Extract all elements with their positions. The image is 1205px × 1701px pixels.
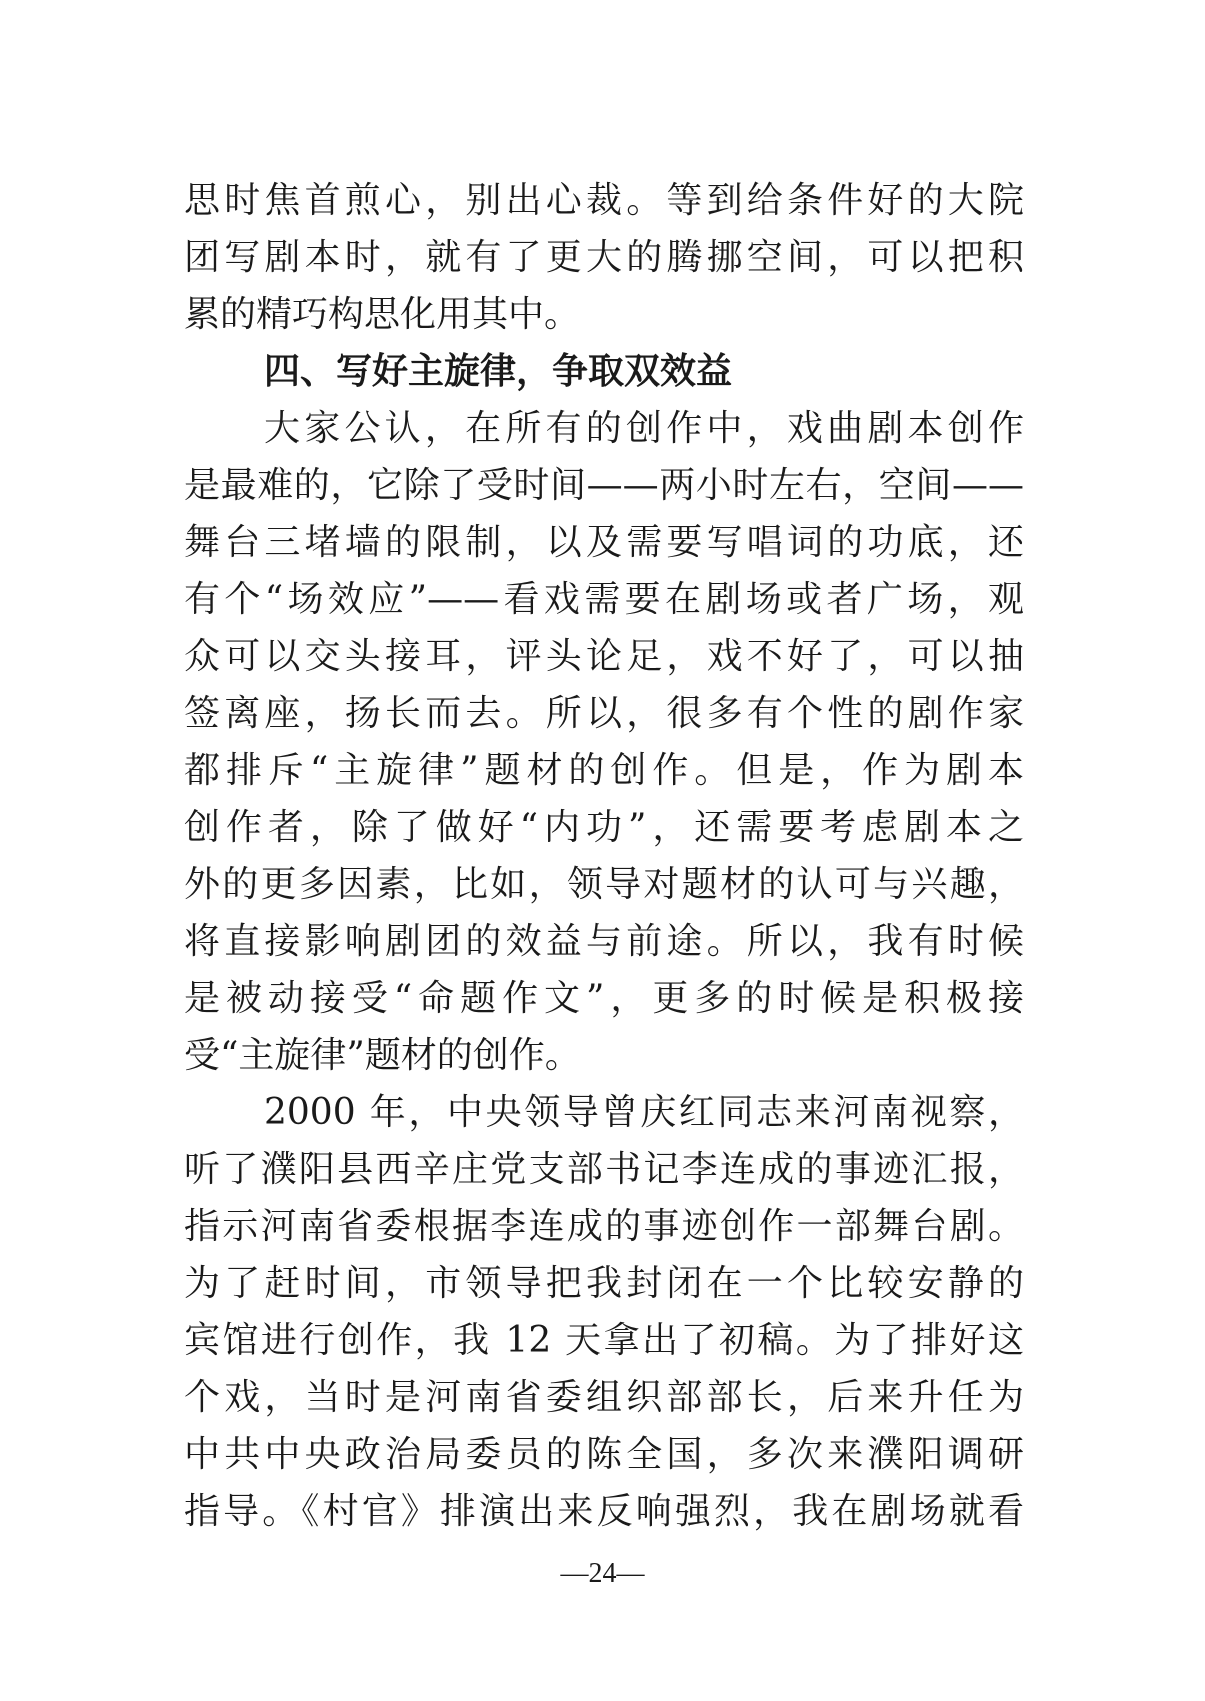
text-line: 2000 年，中央领导曾庆红同志来河南视察， bbox=[264, 1092, 1024, 1133]
text-line: 众可以交头接耳，评头论足，戏不好了，可以抽 bbox=[184, 636, 1024, 677]
text-line: 为了赶时间，市领导把我封闭在一个比较安静的 bbox=[184, 1263, 1024, 1304]
text-line: 是最难的，它除了受时间——两小时左右，空间—— bbox=[184, 465, 1024, 506]
text-line: 大家公认，在所有的创作中，戏曲剧本创作 bbox=[264, 408, 1024, 449]
text-line: 签离座，扬长而去。所以，很多有个性的剧作家 bbox=[184, 693, 1024, 734]
document-page bbox=[184, 172, 1024, 1540]
text-line: 宾馆进行创作，我 12 天拿出了初稿。为了排好这 bbox=[184, 1320, 1024, 1361]
text-line: 个戏，当时是河南省委组织部部长，后来升任为 bbox=[184, 1377, 1024, 1418]
text-line: 累的精巧构思化用其中。 bbox=[184, 294, 581, 335]
section-heading: 四、写好主旋律，争取双效益 bbox=[264, 351, 733, 392]
text-line: 将直接影响剧团的效益与前途。所以，我有时候 bbox=[184, 921, 1024, 962]
text-line: 创作者，除了做好“内功”，还需要考虑剧本之 bbox=[184, 807, 1024, 848]
text-line: 团写剧本时，就有了更大的腾挪空间，可以把积 bbox=[184, 237, 1024, 278]
text-line: 思时焦首煎心，别出心裁。等到给条件好的大院 bbox=[184, 180, 1024, 221]
text-line: 有个“场效应”——看戏需要在剧场或者广场，观 bbox=[184, 579, 1024, 620]
text-line: 指导。《村官》排演出来反响强烈，我在剧场就看 bbox=[184, 1491, 1024, 1532]
text-line: 都排斥“主旋律”题材的创作。但是，作为剧本 bbox=[184, 750, 1024, 791]
text-line: 听了濮阳县西辛庄党支部书记李连成的事迹汇报， bbox=[184, 1149, 1024, 1190]
text-line: 是被动接受“命题作文”，更多的时候是积极接 bbox=[184, 978, 1024, 1019]
text-line: 指示河南省委根据李连成的事迹创作一部舞台剧。 bbox=[184, 1206, 1024, 1247]
text-line: 外的更多因素，比如，领导对题材的认可与兴趣， bbox=[184, 864, 1024, 905]
text-line: 舞台三堵墙的限制，以及需要写唱词的功底，还 bbox=[184, 522, 1024, 563]
text-line: 中共中央政治局委员的陈全国，多次来濮阳调研 bbox=[184, 1434, 1024, 1475]
text-line: 受“主旋律”题材的创作。 bbox=[184, 1035, 581, 1076]
page-number: —24— bbox=[560, 1558, 645, 1589]
